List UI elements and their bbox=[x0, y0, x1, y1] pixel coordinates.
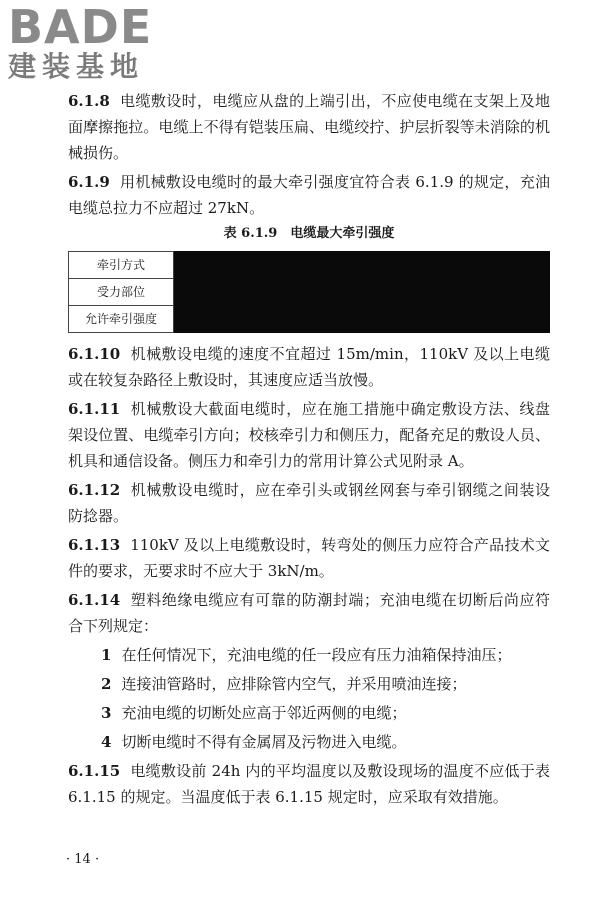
clause-text: 110kV 及以上电缆敷设时，转弯处的侧压力应符合产品技术文件的要求，无要求时不应大于 3kN/m。 bbox=[68, 536, 550, 580]
clause-text: 机械敷设电缆时，应在牵引头或钢丝网套与牵引钢缆之间装设防捻器。 bbox=[68, 481, 550, 525]
item-text: 连接油管路时，应排除管内空气，并采用喷油连接； bbox=[121, 675, 467, 693]
clause-number: 6.1.14 bbox=[68, 591, 121, 609]
list-item bbox=[68, 671, 550, 697]
table-caption: 表 6.1.9 电缆最大牵引强度 bbox=[223, 226, 395, 241]
clause-number: 6.1.9 bbox=[68, 173, 110, 191]
clause-number: 6.1.8 bbox=[68, 92, 110, 110]
item-number: 4 bbox=[101, 733, 112, 751]
page-number: · 14 · bbox=[66, 852, 100, 867]
list-item bbox=[68, 700, 550, 726]
item-text: 切断电缆时不得有金属屑及污物进入电缆。 bbox=[121, 733, 407, 751]
clause-text: 电缆敷设时，电缆应从盘的上端引出，不应使电缆在支架上及地面摩擦拖拉。电缆上不得有铠装压扁、电缆绞拧、护层折裂等未消除的机械损伤。 bbox=[68, 92, 550, 162]
item-number: 2 bbox=[101, 675, 112, 693]
clause-number: 6.1.13 bbox=[68, 536, 121, 554]
table-row bbox=[69, 306, 550, 333]
list-item bbox=[68, 729, 550, 755]
logo-subtitle: 建装基地 bbox=[8, 50, 145, 83]
item-number: 1 bbox=[101, 646, 112, 664]
document-body bbox=[68, 88, 550, 813]
list-item bbox=[68, 642, 550, 668]
clause-text: 机械敷设电缆的速度不宜超过 15m/min，110kV 及以上电缆或在较复杂路径上敷设时，其速度应适当放慢。 bbox=[68, 345, 550, 389]
table-row bbox=[69, 279, 550, 306]
bade-logo bbox=[8, 0, 153, 83]
row-label: 允许牵引强度 bbox=[69, 306, 174, 333]
clause-6-1-8 bbox=[68, 88, 550, 166]
clause-6-1-10 bbox=[68, 341, 550, 393]
item-text: 充油电缆的切断处应高于邻近两侧的电缆； bbox=[121, 704, 407, 722]
clause-number: 6.1.11 bbox=[68, 400, 121, 418]
clause-number: 6.1.12 bbox=[68, 481, 121, 499]
traction-strength-table bbox=[68, 251, 550, 333]
clause-6-1-12 bbox=[68, 477, 550, 529]
clause-text: 塑料绝缘电缆应有可靠的防潮封端；充油电缆在切断后尚应符合下列规定： bbox=[68, 591, 550, 635]
redacted-cell bbox=[174, 306, 550, 333]
clause-6-1-13 bbox=[68, 532, 550, 584]
clause-text: 用机械敷设电缆时的最大牵引强度宜符合表 6.1.9 的规定，充油电缆总拉力不应超过 27kN。 bbox=[68, 173, 550, 217]
row-label: 受力部位 bbox=[69, 279, 174, 306]
redacted-cell bbox=[174, 279, 550, 306]
clause-number: 6.1.10 bbox=[68, 345, 121, 363]
item-text: 在任何情况下，充油电缆的任一段应有压力油箱保持油压； bbox=[121, 646, 512, 664]
clause-text: 电缆敷设前 24h 内的平均温度以及敷设现场的温度不应低于表 6.1.15 的规定。当温度低于表 6.1.15 规定时，应采取有效措施。 bbox=[68, 762, 550, 806]
clause-6-1-15 bbox=[68, 758, 550, 810]
row-label: 牵引方式 bbox=[69, 252, 174, 279]
clause-6-1-11 bbox=[68, 396, 550, 474]
clause-6-1-14 bbox=[68, 587, 550, 639]
clause-number: 6.1.15 bbox=[68, 762, 121, 780]
redacted-cell bbox=[174, 252, 550, 279]
clause-6-1-9 bbox=[68, 169, 550, 221]
item-number: 3 bbox=[101, 704, 112, 722]
logo-wordmark: BADE bbox=[8, 0, 153, 54]
table-row bbox=[69, 252, 550, 279]
clause-text: 机械敷设大截面电缆时，应在施工措施中确定敷设方法、线盘架设位置、电缆牵引方向；校核牵引力和侧压力，配备充足的敷设人员、机具和通信设备。侧压力和牵引力的常用计算公式见附录 A。 bbox=[68, 400, 550, 470]
